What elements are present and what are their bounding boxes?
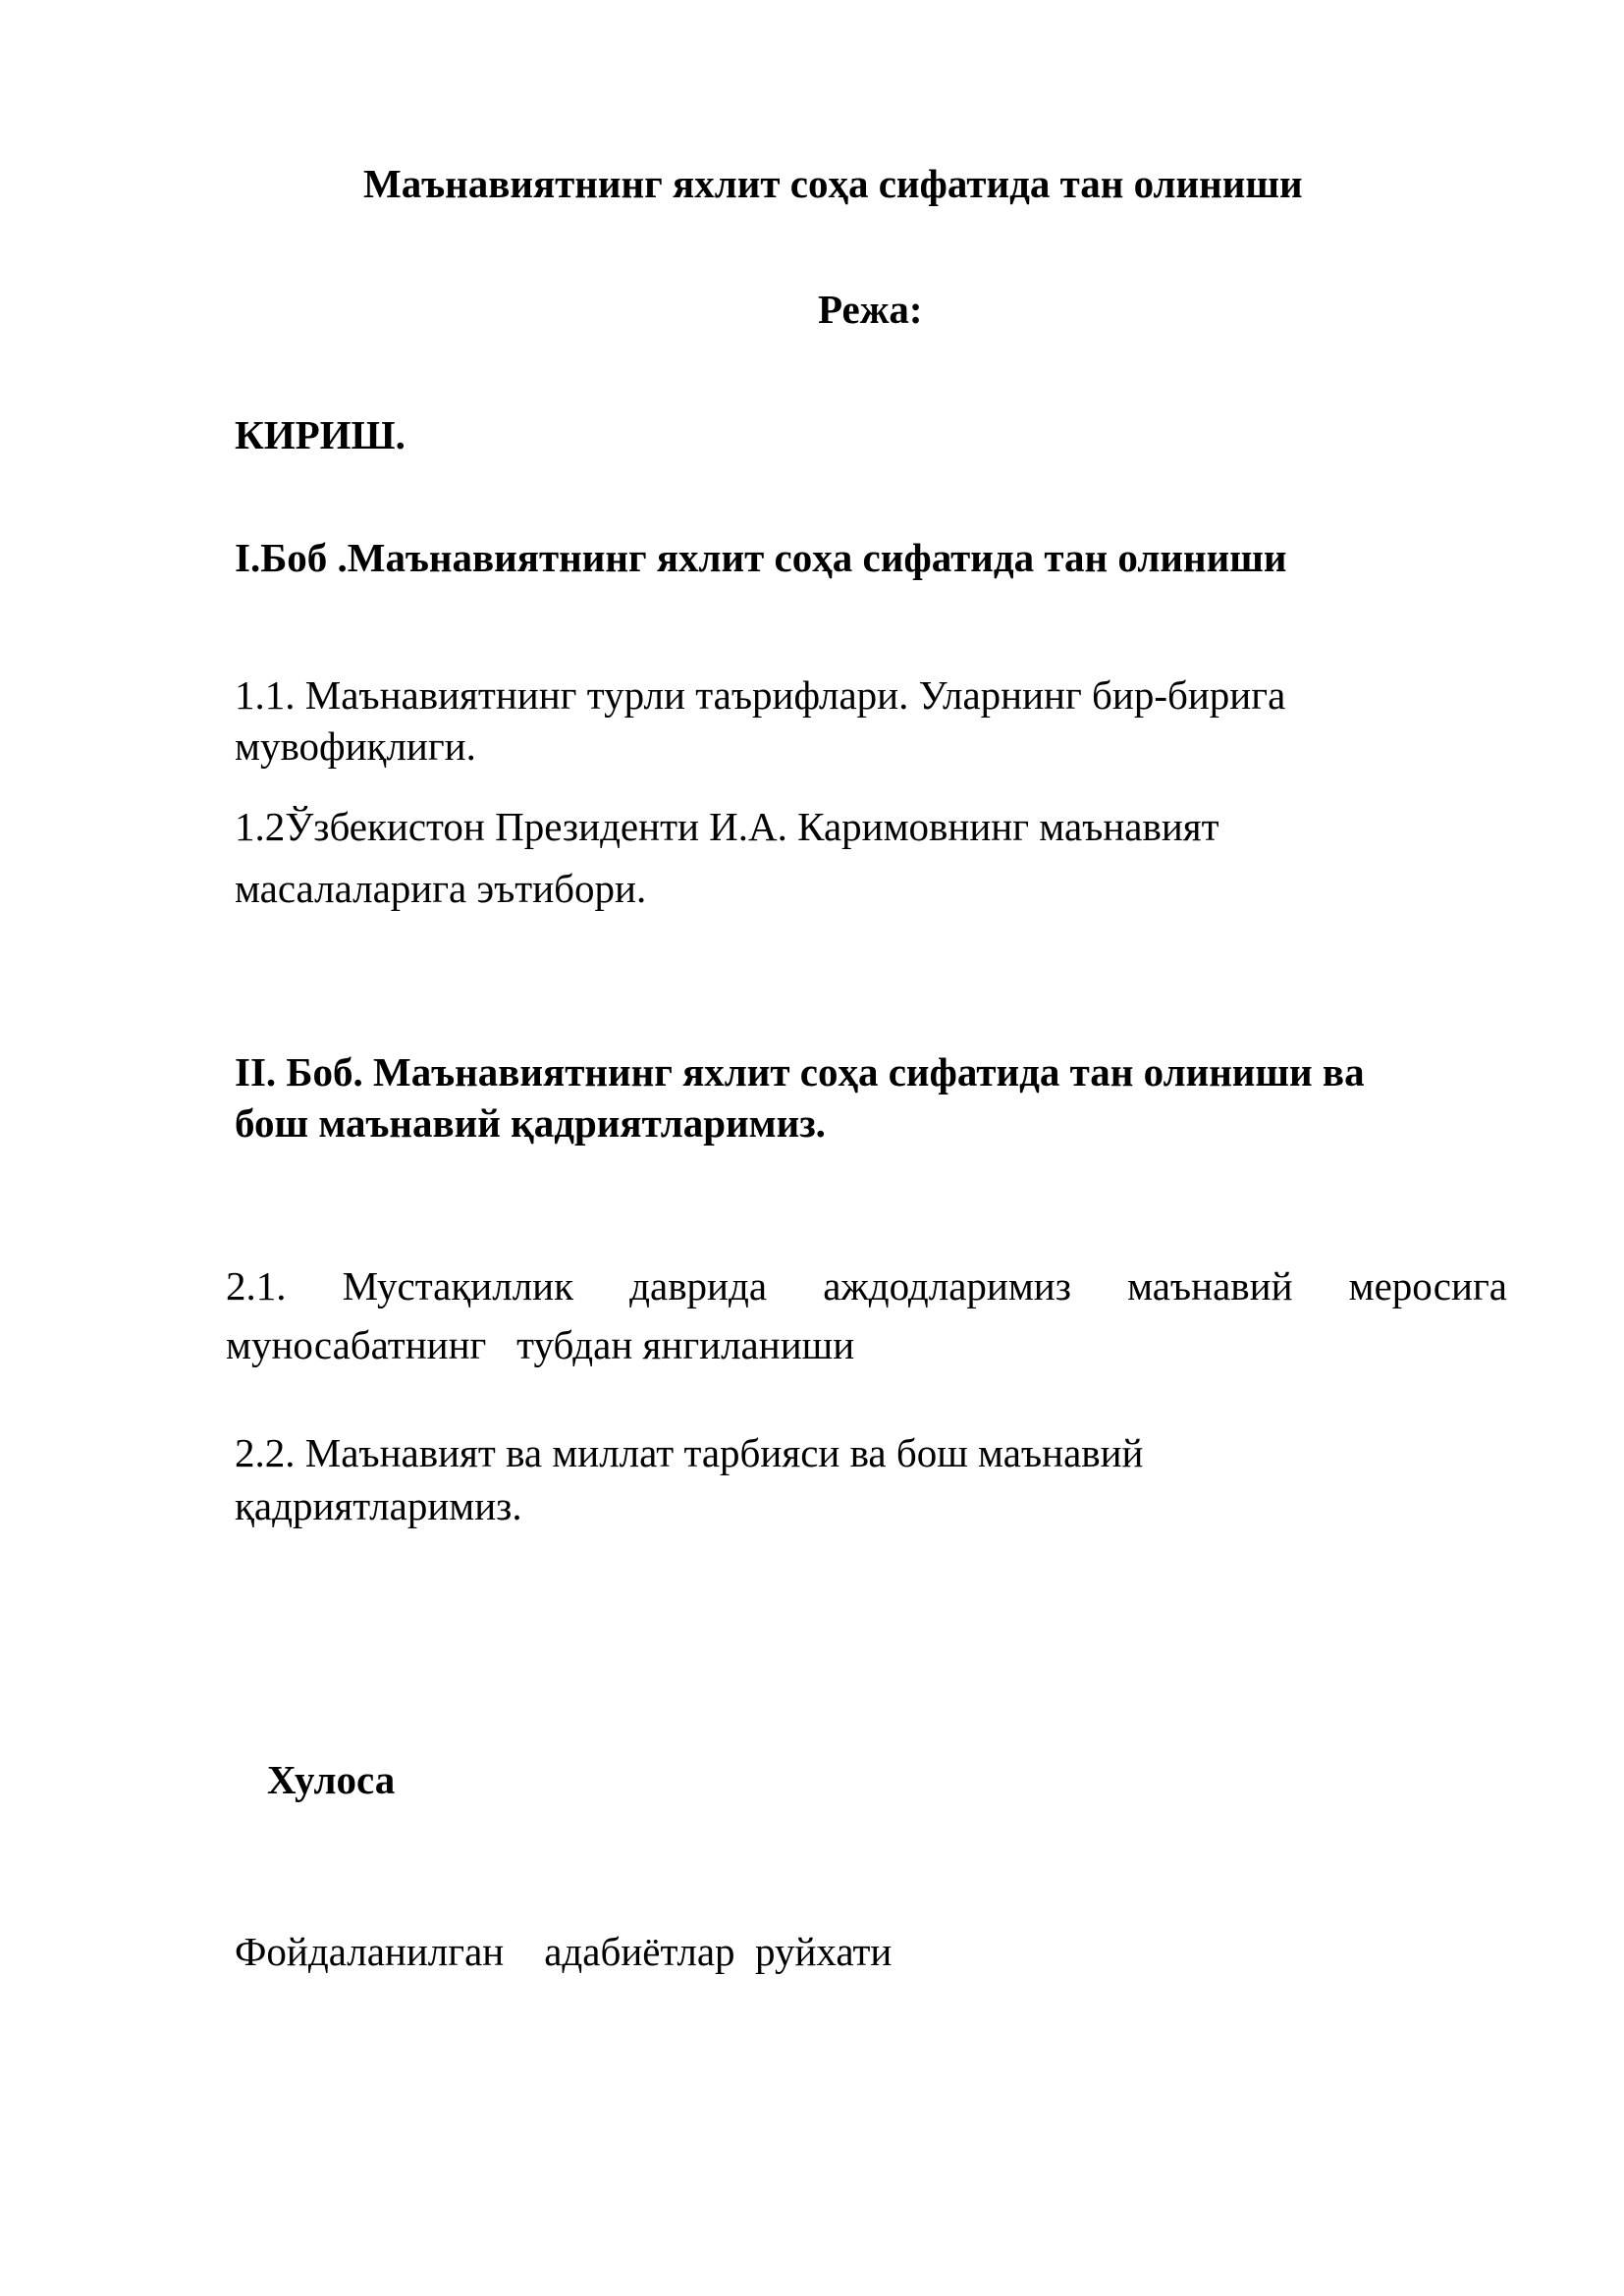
section-1-1-line-2: мувофиқлиги. bbox=[235, 723, 476, 769]
section-2-1-word: Мустақиллик bbox=[342, 1263, 574, 1308]
page-title: Маънавиятнинг яхлит соҳа сифатида тан олиниши bbox=[363, 161, 1303, 206]
section-2-1-word: 2.1. bbox=[226, 1263, 287, 1308]
references-heading: Фойдаланилган адабиётлар руйхати bbox=[235, 1929, 893, 1974]
section-2-1-word: меросига bbox=[1348, 1263, 1507, 1308]
section-2-2-line-1: 2.2. Маънавият ва миллат тарбияси ва бош маънавий bbox=[235, 1430, 1144, 1475]
intro-heading: КИРИШ. bbox=[235, 412, 406, 457]
section-1-1-line-1: 1.1. Маънавиятнинг турли таърифлари. Уларнинг бир-бирига bbox=[235, 672, 1286, 718]
chapter-2-title-line-2: бош маънавий қадриятларимиз. bbox=[235, 1100, 826, 1146]
section-2-1-word: маънавий bbox=[1127, 1263, 1293, 1308]
conclusion-heading: Хулоса bbox=[267, 1757, 396, 1802]
section-2-1-word: аждодларимиз bbox=[823, 1263, 1071, 1308]
section-2-2-line-2: қадриятларимиз. bbox=[235, 1483, 522, 1528]
section-2-1-line-2: муносабатнинг тубдан янгиланиши bbox=[226, 1322, 855, 1367]
section-2-1-word: даврида bbox=[629, 1263, 768, 1308]
chapter-1-title: I.Боб .Маънавиятнинг яхлит соҳа сифатида тан олиниши bbox=[235, 535, 1287, 580]
section-1-2-line-1: 1.2Ўзбекистон Президенти И.А. Каримовнинг маънавият bbox=[235, 804, 1219, 849]
section-2-1-line-1 bbox=[226, 1263, 1507, 1308]
plan-heading: Режа: bbox=[818, 287, 923, 332]
section-1-2-line-2: масалаларига эътибори. bbox=[235, 866, 647, 911]
chapter-2-title-line-1: II. Боб. Маънавиятнинг яхлит соҳа сифатида тан олиниши ва bbox=[235, 1049, 1365, 1095]
